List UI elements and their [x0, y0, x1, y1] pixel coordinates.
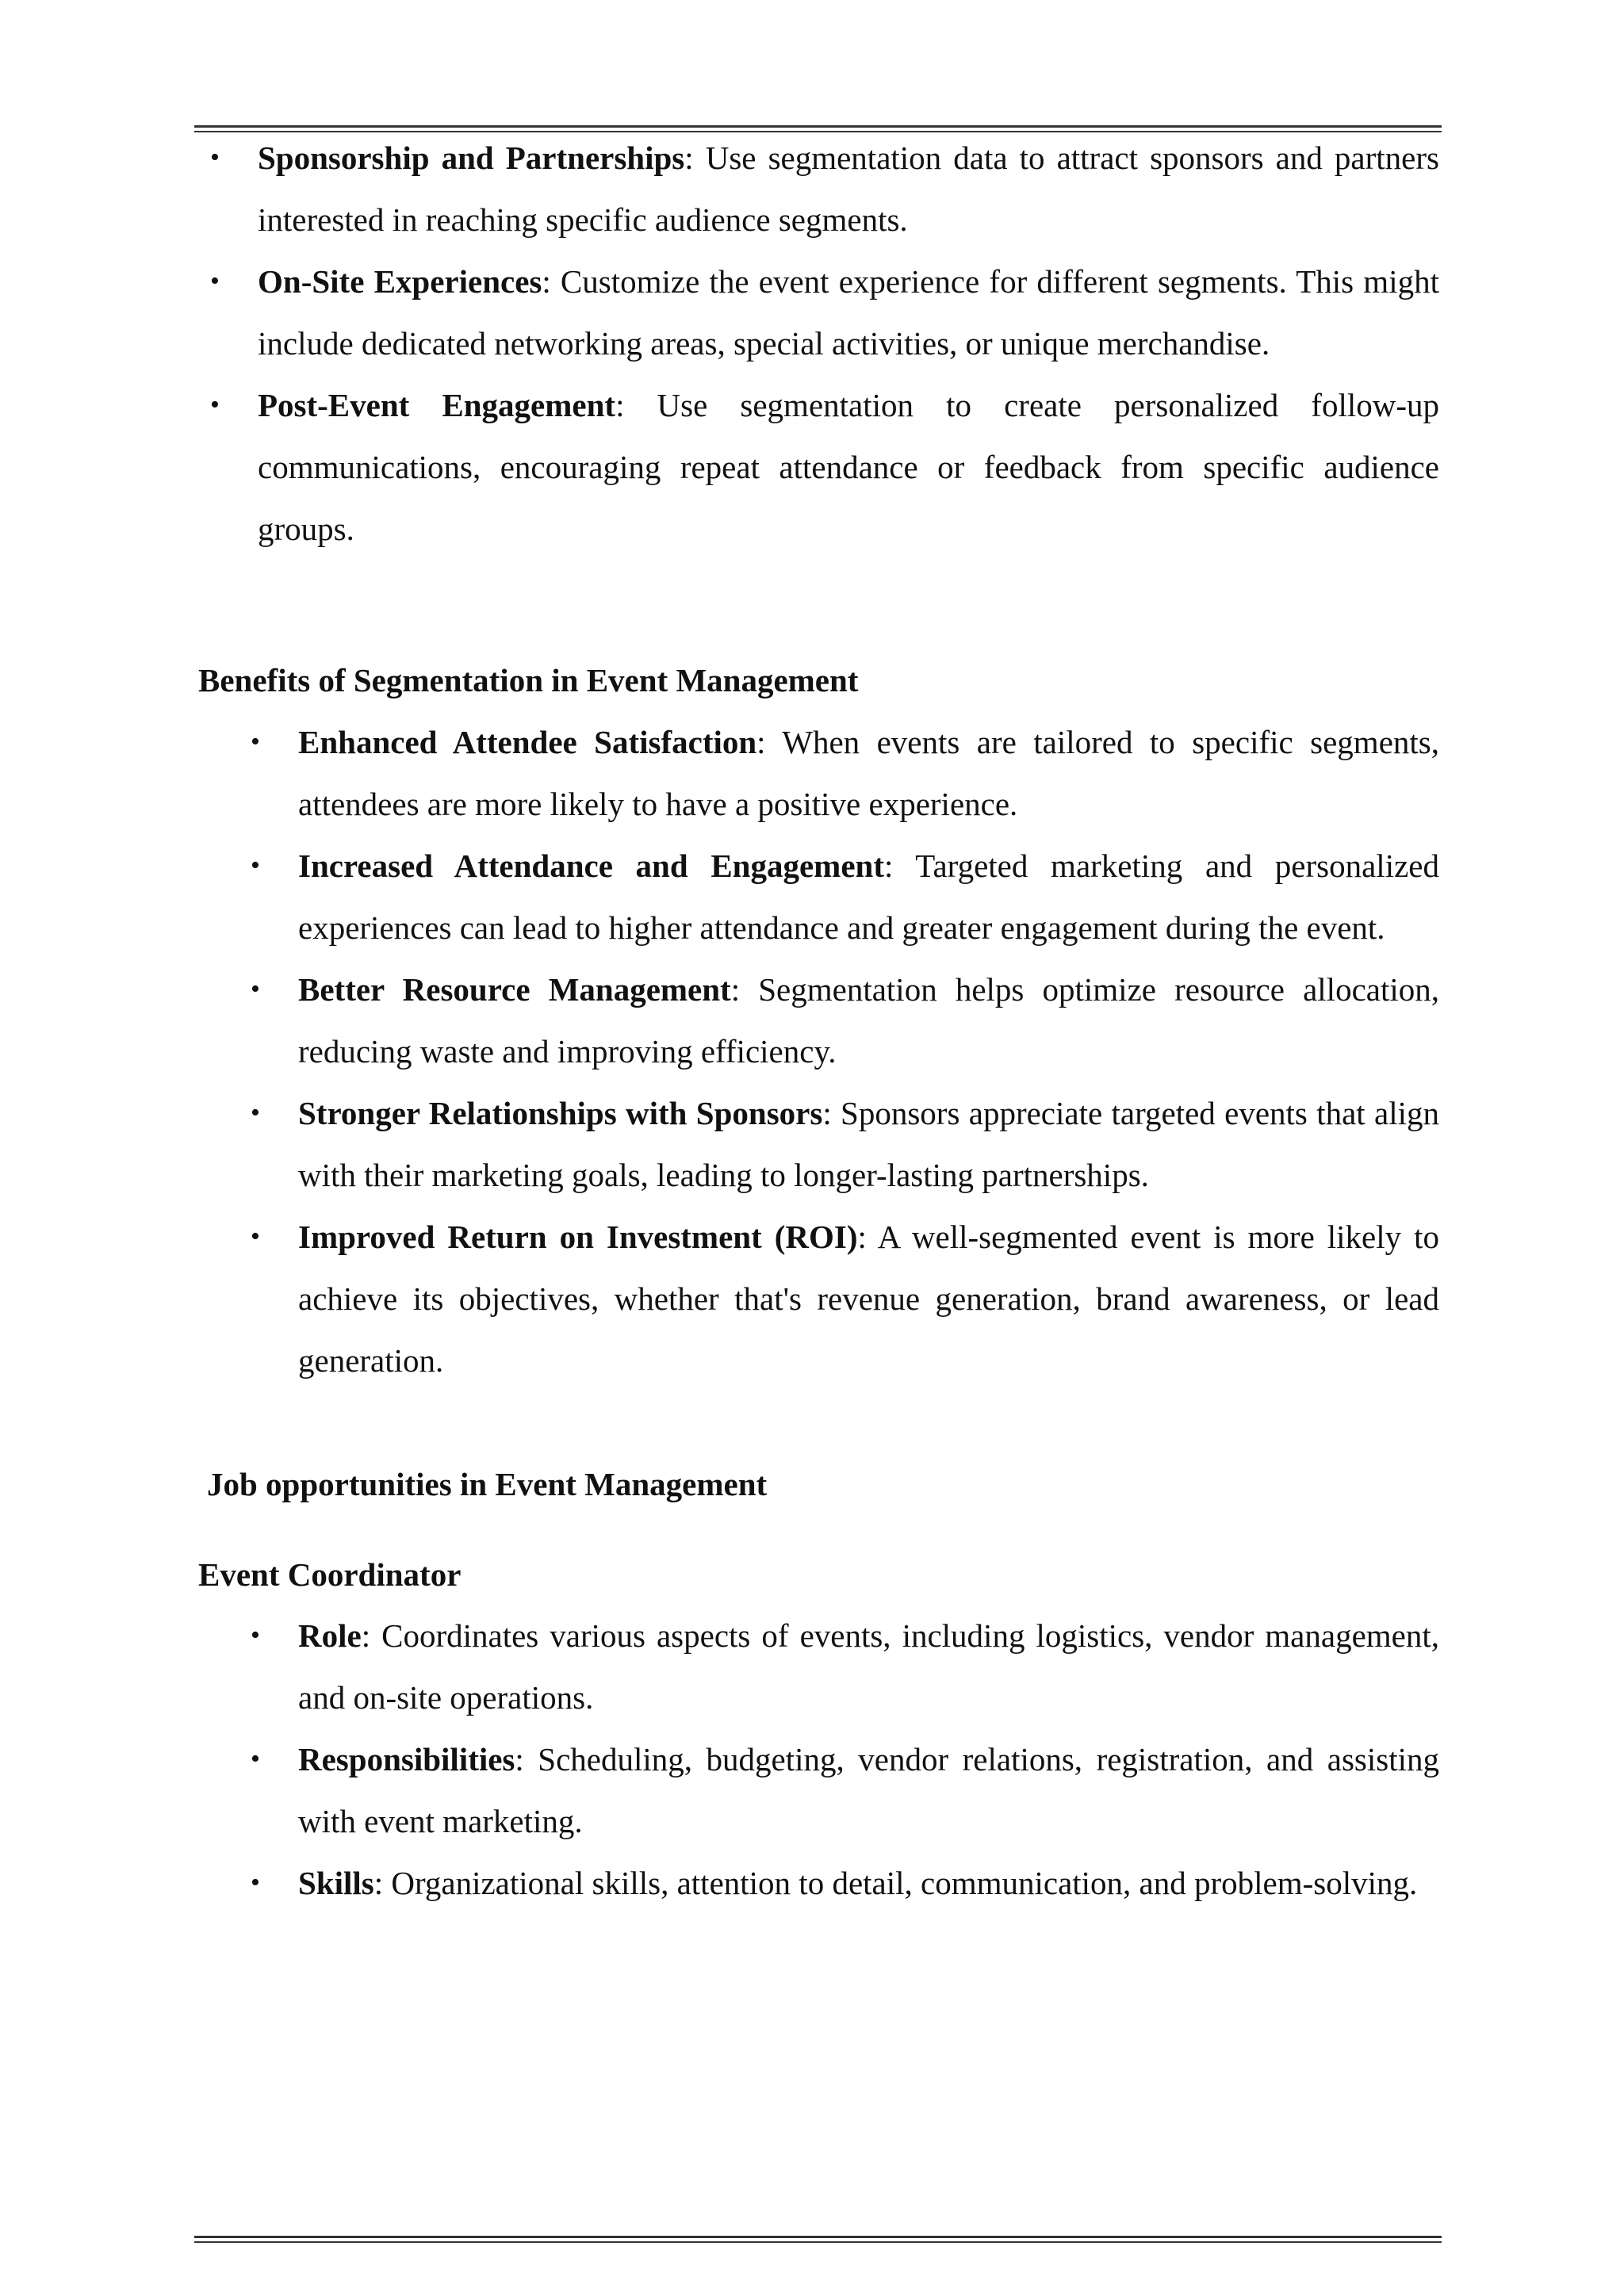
item-term: On-Site Experiences — [258, 263, 542, 300]
item-text: : Use segmentation data to attract sponsors and partners interested in reaching specific audience segments. — [258, 140, 1439, 238]
benefits-list — [251, 711, 1440, 1391]
item-term: Skills — [298, 1865, 374, 1901]
jobs-heading: Job opportunities in Event Management — [207, 1466, 768, 1502]
item-term: Increased Attendance and Engagement — [298, 848, 884, 884]
item-text: : Sponsors appreciate targeted events that align with their marketing goals, leading to longer-lasting partnerships. — [298, 1095, 1439, 1193]
list-item — [210, 374, 1439, 560]
item-term: Responsibilities — [298, 1741, 515, 1777]
list-item — [251, 1852, 1439, 1914]
item-text: : Targeted marketing and personalized experiences can lead to higher attendance and greater engagement during the event. — [298, 848, 1439, 946]
bullet-icon: • — [251, 1098, 260, 1127]
list-item — [251, 1206, 1440, 1391]
bullet-icon: • — [251, 1868, 260, 1897]
bullet-icon: • — [210, 266, 220, 296]
item-term: Post-Event Engagement — [258, 387, 616, 423]
item-text: : Use segmentation to create personalized follow-up communications, encouraging repeat attendance or feedback from specific audience groups. — [258, 387, 1439, 547]
segmentation-uses-list — [210, 127, 1439, 560]
list-item — [251, 959, 1439, 1082]
item-term: Stronger Relationships with Sponsors — [298, 1095, 823, 1131]
item-text: : Organizational skills, attention to detail, communication, and problem-solving. — [373, 1865, 1418, 1901]
list-item — [210, 251, 1439, 374]
bullet-icon: • — [210, 390, 220, 419]
item-text: : When events are tailored to specific segments, attendees are more likely to have a positive experience. — [298, 724, 1439, 822]
item-term: Better Resource Management — [298, 971, 731, 1008]
list-item — [210, 127, 1439, 251]
bullet-icon: • — [251, 1621, 260, 1650]
item-term: Enhanced Attendee Satisfaction — [298, 724, 757, 760]
benefits-heading: Benefits of Segmentation in Event Management — [198, 662, 859, 698]
bullet-icon: • — [251, 727, 260, 756]
item-text: : Coordinates various aspects of events, including logistics, vendor management, and on-site operations. — [298, 1617, 1439, 1716]
event-coordinator-list — [251, 1605, 1439, 1914]
item-term: Sponsorship and Partnerships — [258, 140, 685, 176]
bullet-icon: • — [251, 974, 260, 1004]
bullet-icon: • — [210, 143, 220, 172]
item-text: : Segmentation helps optimize resource allocation, reducing waste and improving efficiency. — [298, 971, 1439, 1070]
bullet-icon: • — [251, 851, 260, 880]
footer-rule — [194, 2236, 1442, 2243]
event-coordinator-heading: Event Coordinator — [198, 1556, 462, 1593]
item-text: : Scheduling, budgeting, vendor relations, registration, and assisting with event marketing. — [298, 1741, 1439, 1839]
item-text: : Customize the event experience for different segments. This might include dedicated networking areas, special activities, or unique merchandise. — [258, 263, 1439, 362]
item-text: : A well-segmented event is more likely to achieve its objectives, whether that's revenue generation, brand awareness, or lead generation. — [298, 1219, 1440, 1379]
bullet-icon: • — [251, 1744, 260, 1774]
bullet-icon: • — [251, 1222, 260, 1251]
list-item — [251, 835, 1439, 959]
list-item — [251, 1605, 1439, 1728]
item-term: Role — [298, 1617, 362, 1654]
item-term: Improved Return on Investment (ROI) — [298, 1219, 858, 1255]
list-item — [251, 1082, 1439, 1206]
list-item — [251, 1728, 1439, 1852]
list-item — [251, 711, 1439, 835]
